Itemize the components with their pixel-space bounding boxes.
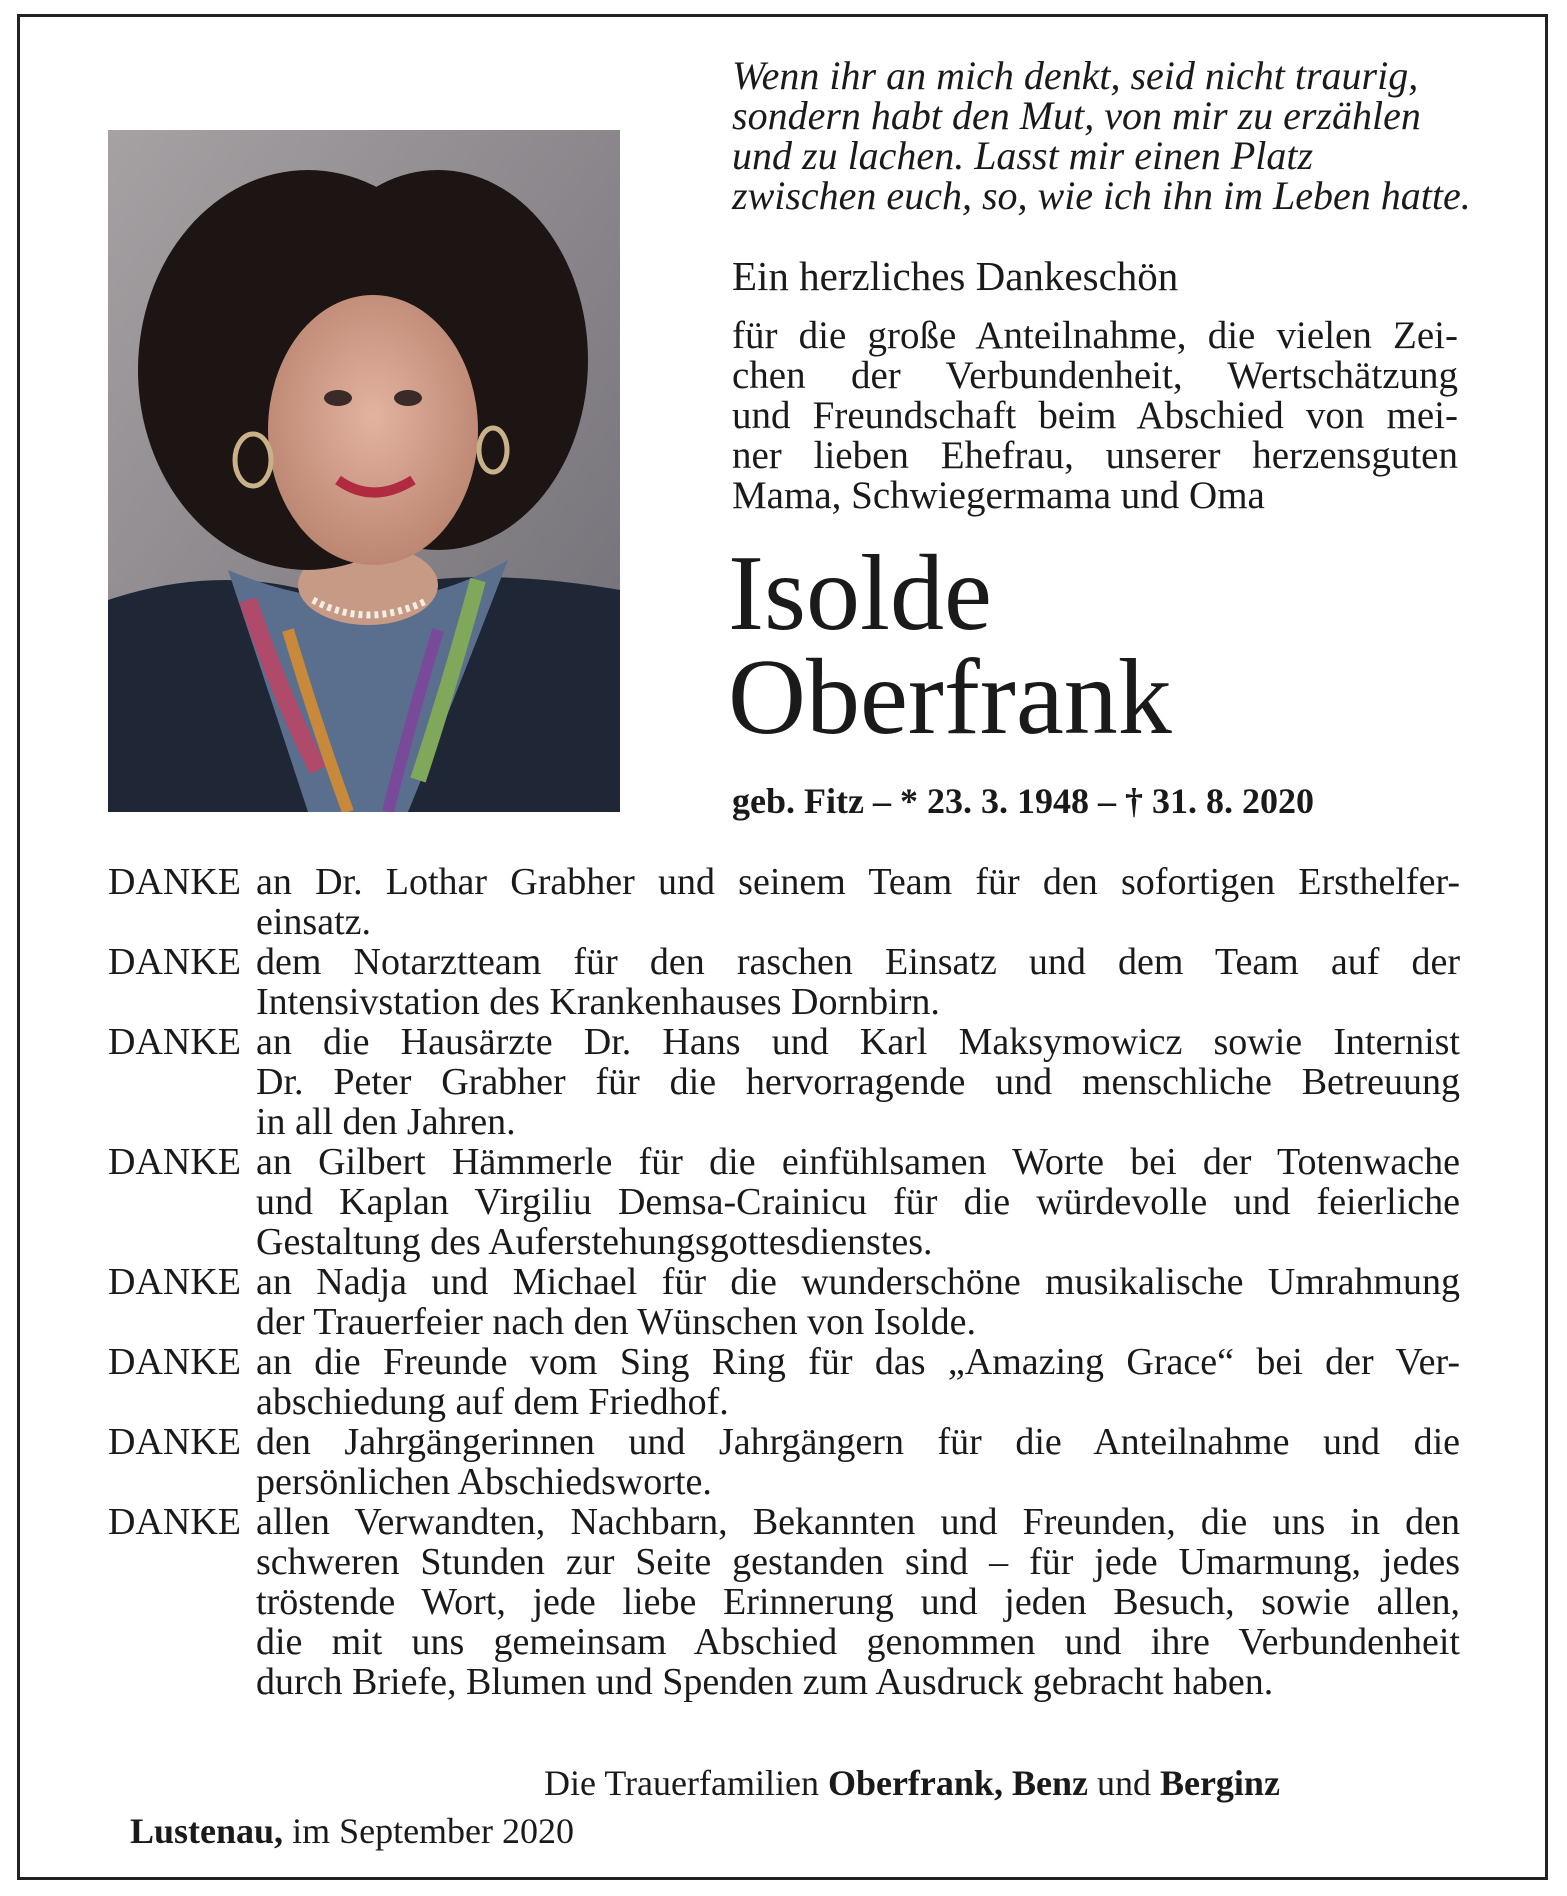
danke-text-line: dem Notarztteam für den raschen Einsatz und dem Team auf der xyxy=(256,941,1460,983)
danke-text-line: an Nadja und Michael für die wunderschöne musikalische Umrahmung xyxy=(256,1261,1460,1303)
danke-text-line: Gestaltung des Auferstehungsgottesdienstes. xyxy=(256,1221,933,1263)
danke-text-line: Dr. Peter Grabher für die hervorragende und menschliche Betreuung xyxy=(256,1061,1460,1103)
danke-text-line: persönlichen Abschiedsworte. xyxy=(256,1461,712,1503)
danke-text-line: und Kaplan Virgiliu Demsa-Crainicu für die würdevolle und feierliche xyxy=(256,1181,1460,1223)
thanks-heading: Ein herzliches Dankeschön xyxy=(732,253,1179,299)
place-date xyxy=(130,1810,574,1852)
poem-line: sondern habt den Mut, von mir zu erzählen xyxy=(732,93,1421,138)
danke-text-line: der Trauerfeier nach den Wünschen von Isolde. xyxy=(256,1301,977,1343)
danke-text xyxy=(256,1022,1460,1142)
danke-text xyxy=(256,1262,1460,1342)
poem-line: zwischen euch, so, wie ich ihn im Leben hatte. xyxy=(732,173,1471,218)
danke-text-line: einsatz. xyxy=(256,901,372,943)
danke-entry xyxy=(108,1502,1460,1702)
danke-text-line: die mit uns gemeinsam Abschied genommen und ihre Verbundenheit xyxy=(256,1621,1460,1663)
danke-keyword: DANKE xyxy=(108,941,241,983)
danke-text-line: an Dr. Lothar Grabher und seinem Team für den sofortigen Ersthelfer- xyxy=(256,861,1460,903)
danke-text xyxy=(256,1342,1460,1422)
portrait-photo xyxy=(108,130,620,812)
danke-text-line: an die Hausärzte Dr. Hans und Karl Maksymowicz sowie Internist xyxy=(256,1021,1460,1063)
danke-entry xyxy=(108,862,1460,942)
life-dates: geb. Fitz – * 23. 3. 1948 – † 31. 8. 2020 xyxy=(732,781,1314,821)
poem-quote xyxy=(732,53,1471,218)
deceased-name xyxy=(728,534,1172,757)
danke-entry xyxy=(108,1022,1460,1142)
danke-text xyxy=(256,942,1460,1022)
danke-text xyxy=(256,862,1460,942)
thanks-paragraph xyxy=(732,316,1458,516)
thanks-line: und Freundschaft beim Abschied von mei- xyxy=(732,394,1458,437)
family-name: Benz xyxy=(1011,1763,1088,1803)
danke-keyword: DANKE xyxy=(108,1141,241,1183)
place-city: Lustenau, xyxy=(130,1811,284,1851)
danke-text xyxy=(256,1142,1460,1262)
danke-text xyxy=(256,1502,1460,1702)
last-name: Oberfrank xyxy=(728,638,1172,757)
danke-text-line: an die Freunde vom Sing Ring für das „Amazing Grace“ bei der Ver- xyxy=(256,1341,1460,1383)
signature-connector: und xyxy=(1096,1763,1151,1803)
danke-entry xyxy=(108,942,1460,1022)
danke-keyword: DANKE xyxy=(108,861,241,903)
poem-line: Wenn ihr an mich denkt, seid nicht traurig, xyxy=(732,53,1419,98)
signature-prefix: Die Trauerfamilien xyxy=(544,1763,819,1803)
family-signature xyxy=(544,1762,1280,1804)
thanks-line: für die große Anteilnahme, die vielen Zei- xyxy=(732,314,1458,357)
danke-text-line: den Jahrgängerinnen und Jahrgängern für die Anteilnahme und die xyxy=(256,1421,1460,1463)
family-name: Oberfrank, xyxy=(827,1763,1003,1803)
danke-entry xyxy=(108,1342,1460,1422)
danke-list xyxy=(108,862,1460,1702)
danke-text-line: schweren Stunden zur Seite gestanden sind – für jede Umarmung, jedes xyxy=(256,1541,1460,1583)
danke-entry xyxy=(108,1422,1460,1502)
danke-text xyxy=(256,1422,1460,1502)
danke-text-line: abschiedung auf dem Friedhof. xyxy=(256,1381,729,1423)
danke-entry xyxy=(108,1262,1460,1342)
danke-entry xyxy=(108,1142,1460,1262)
poem-line: und zu lachen. Lasst mir einen Platz xyxy=(732,133,1314,178)
danke-text-line: allen Verwandten, Nachbarn, Bekannten und Freunden, die uns in den xyxy=(256,1501,1460,1543)
danke-keyword: DANKE xyxy=(108,1021,241,1063)
place-date-text: im September 2020 xyxy=(292,1811,575,1851)
thanks-line: chen der Verbundenheit, Wertschätzung xyxy=(732,354,1458,397)
family-name: Berginz xyxy=(1159,1763,1280,1803)
danke-keyword: DANKE xyxy=(108,1501,241,1543)
danke-keyword: DANKE xyxy=(108,1261,241,1303)
thanks-line: Mama, Schwiegermama und Oma xyxy=(732,474,1265,517)
danke-text-line: in all den Jahren. xyxy=(256,1101,516,1143)
danke-text-line: Intensivstation des Krankenhauses Dornbirn. xyxy=(256,981,940,1023)
thanks-line: ner lieben Ehefrau, unserer herzensguten xyxy=(732,434,1458,477)
danke-keyword: DANKE xyxy=(108,1421,241,1463)
danke-text-line: tröstende Wort, jede liebe Erinnerung und jeden Besuch, sowie allen, xyxy=(256,1581,1460,1623)
danke-text-line: an Gilbert Hämmerle für die einfühlsamen Worte bei der Totenwache xyxy=(256,1141,1460,1183)
danke-keyword: DANKE xyxy=(108,1341,241,1383)
danke-text-line: durch Briefe, Blumen und Spenden zum Ausdruck gebracht haben. xyxy=(256,1661,1274,1703)
first-name: Isolde xyxy=(728,534,992,653)
